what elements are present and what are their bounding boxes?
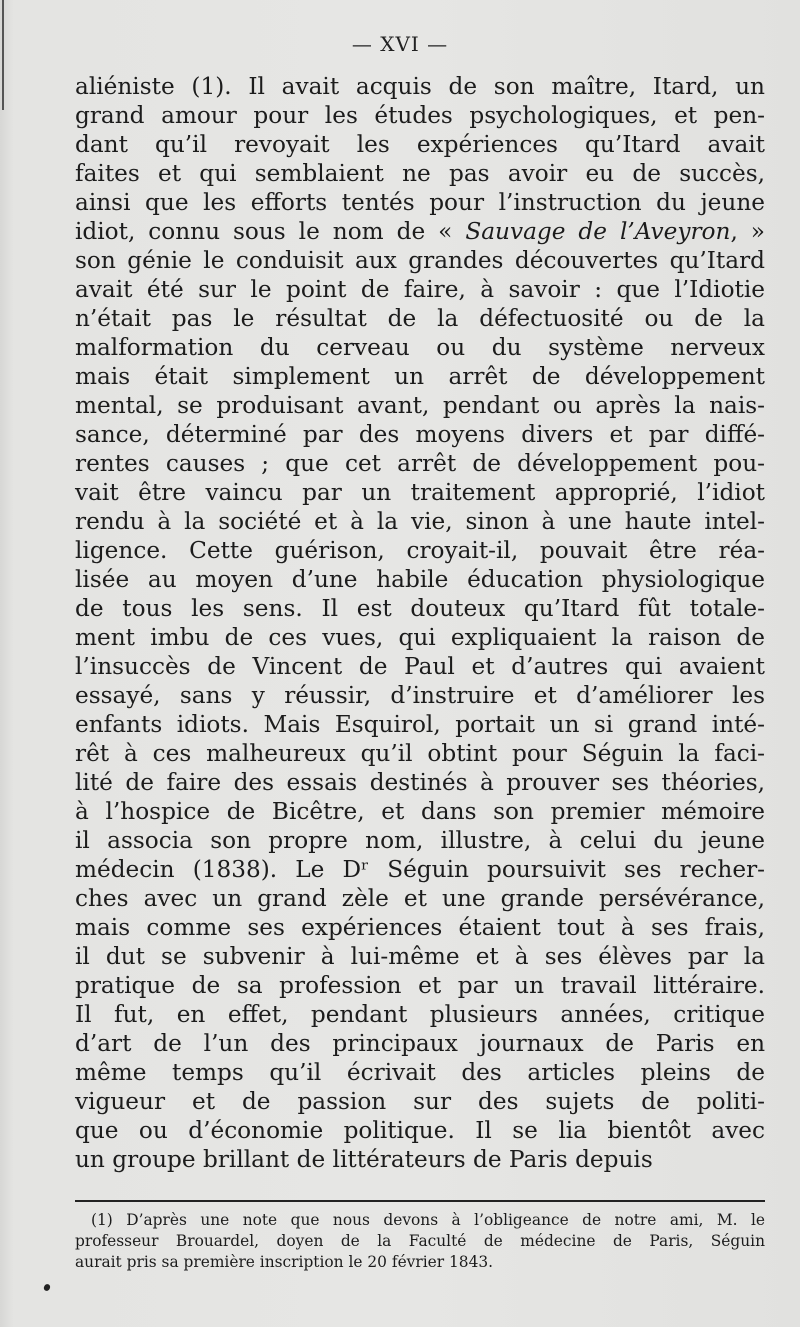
text-line: lité de faire des essais destinés à prouver ses théories, [75, 769, 765, 796]
text-line: ches avec un grand zèle et une grande persévérance, [75, 885, 765, 912]
text-line: mais était simplement un arrêt de développement [75, 363, 765, 390]
text-line: mental, se produisant avant, pendant ou après la nais- [75, 392, 765, 419]
text-line: essayé, sans y réussir, d’instruire et d’améliorer les [75, 682, 765, 709]
text-line: médecin (1838). Le Dʳ Séguin poursuivit ses recher- [75, 856, 765, 883]
text-line: mais comme ses expériences étaient tout à ses frais, [75, 914, 765, 941]
footnote-line: professeur Brouardel, doyen de la Faculté de médecine de Paris, Séguin [75, 1232, 765, 1250]
text-line: rêt à ces malheureux qu’il obtint pour Séguin la faci- [75, 740, 765, 767]
text-line: que ou d’économie politique. Il se lia bientôt avec [75, 1117, 765, 1144]
text-line: faites et qui semblaient ne pas avoir eu de succès, [75, 160, 765, 187]
text-line: de tous les sens. Il est douteux qu’Itard fût totale- [75, 595, 765, 622]
text-line: à l’hospice de Bicêtre, et dans son premier mémoire [75, 798, 765, 825]
ink-spot [43, 1283, 52, 1292]
text-line: lisée au moyen d’une habile éducation physiologique [75, 566, 765, 593]
main-text [75, 72, 765, 1174]
text-line: vait être vaincu par un traitement approprié, l’idiot [75, 479, 765, 506]
text-line: ainsi que les efforts tentés pour l’instruction du jeune [75, 189, 765, 216]
text-line: il associa son propre nom, illustre, à celui du jeune [75, 827, 765, 854]
text-line: aliéniste (1). Il avait acquis de son maître, Itard, un [75, 73, 765, 100]
text-line: d’art de l’un des principaux journaux de Paris en [75, 1030, 765, 1057]
text-line: sance, déterminé par des moyens divers et par diffé- [75, 421, 765, 448]
text-line: Il fut, en effet, pendant plusieurs années, critique [75, 1001, 765, 1028]
text-line: un groupe brillant de littérateurs de Paris depuis [75, 1146, 653, 1173]
text-line: ment imbu de ces vues, qui expliquaient la raison de [75, 624, 765, 651]
text-line: n’était pas le résultat de la défectuosité ou de la [75, 305, 765, 332]
text-line: idiot, connu sous le nom de « Sauvage de l’Aveyron, » [75, 218, 765, 245]
text-line: même temps qu’il écrivait des articles pleins de [75, 1059, 765, 1086]
text-line: enfants idiots. Mais Esquirol, portait un si grand inté- [75, 711, 765, 738]
text-line: malformation du cerveau ou du système nerveux [75, 334, 765, 361]
text-line: pratique de sa profession et par un travail littéraire. [75, 972, 765, 999]
text-line: grand amour pour les études psychologiques, et pen- [75, 102, 765, 129]
footnote-line: aurait pris sa première inscription le 20 février 1843. [75, 1253, 494, 1271]
text-line: dant qu’il revoyait les expériences qu’Itard avait [75, 131, 765, 158]
text-line: rentes causes ; que cet arrêt de développement pou- [75, 450, 765, 477]
footnote [75, 1210, 765, 1273]
text-line: l’insuccès de Vincent de Paul et d’autres qui avaient [75, 653, 765, 680]
italic-title: Sauvage de l’Aveyron [465, 218, 731, 245]
text-line: avait été sur le point de faire, à savoir : que l’Idiotie [75, 276, 765, 303]
footnote-line: (1) D’après une note que nous devons à l’obligeance de notre ami, M. le [91, 1211, 765, 1229]
footnote-divider [75, 1200, 765, 1202]
page-number-header: — XVI — [351, 32, 449, 56]
text-line: rendu à la société et à la vie, sinon à une haute intel- [75, 508, 765, 535]
text-line: son génie le conduisit aux grandes découvertes qu’Itard [75, 247, 765, 274]
text-line: vigueur et de passion sur des sujets de politi- [75, 1088, 765, 1115]
text-line: il dut se subvenir à lui-même et à ses élèves par la [75, 943, 765, 970]
text-line: ligence. Cette guérison, croyait-il, pouvait être réa- [75, 537, 765, 564]
